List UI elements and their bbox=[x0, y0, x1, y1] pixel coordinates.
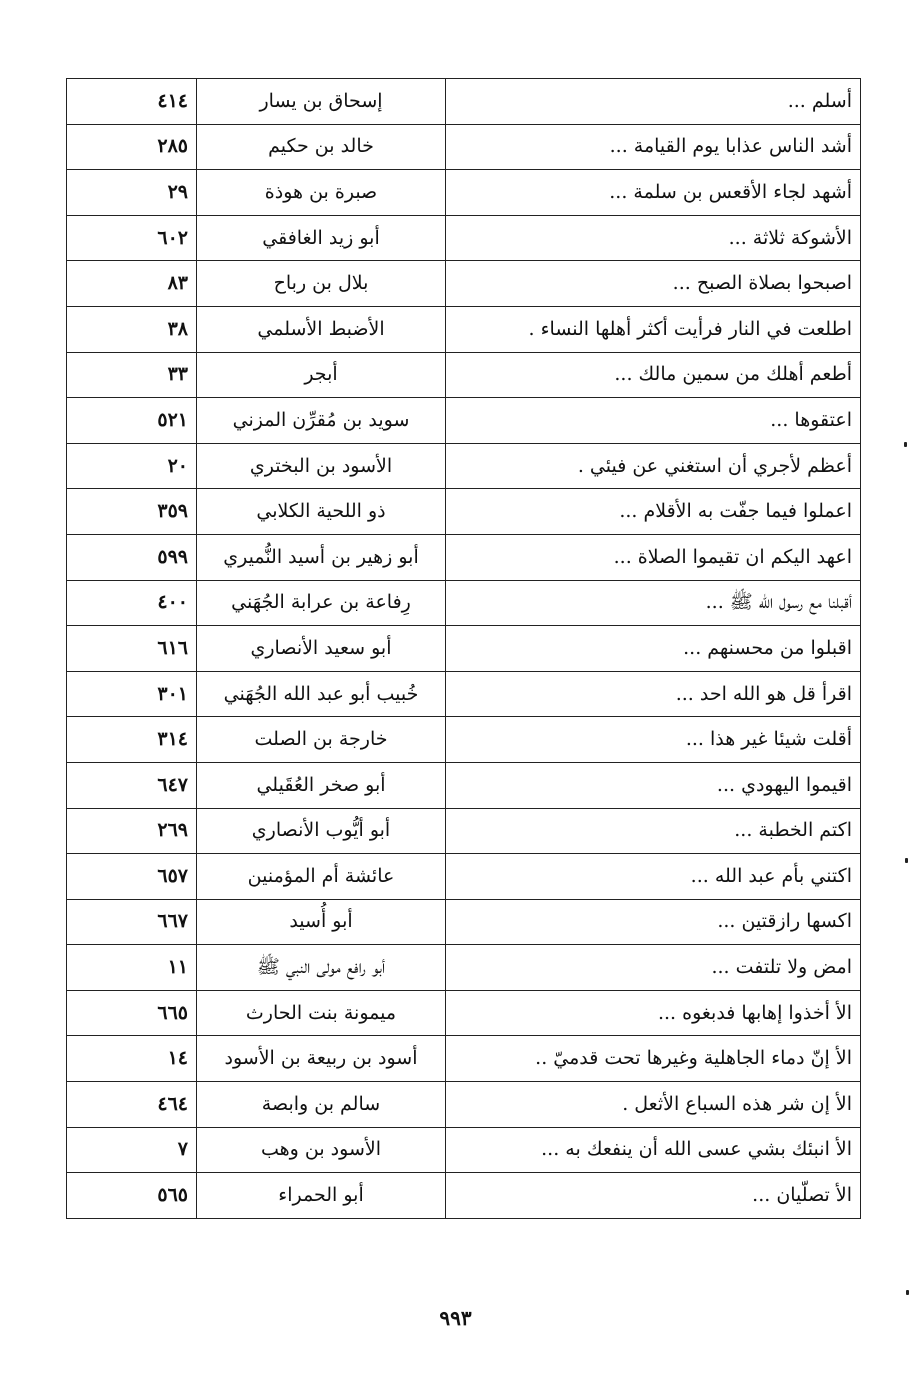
page-ref-cell: ٤٦٤ bbox=[67, 1082, 197, 1128]
narrator-cell: خالد بن حكيم bbox=[197, 124, 446, 170]
hadith-text-cell: اطلعت في النار فرأيت أكثر أهلها النساء . bbox=[446, 306, 861, 352]
page-ref-cell: ٨٣ bbox=[67, 261, 197, 307]
narrator-cell: بلال بن رباح bbox=[197, 261, 446, 307]
narrator-cell: أبو أُسيد bbox=[197, 899, 446, 945]
narrator-cell: الأضبط الأسلمي bbox=[197, 306, 446, 352]
table-row bbox=[67, 215, 861, 261]
table-row bbox=[67, 79, 861, 125]
scan-speck bbox=[905, 858, 908, 863]
page-ref-cell: ٤٠٠ bbox=[67, 580, 197, 626]
hadith-text-cell: أسلم ... bbox=[446, 79, 861, 125]
page-ref-cell: ٣١٤ bbox=[67, 717, 197, 763]
hadith-text-cell: الأ أخذوا إهابها فدبغوه ... bbox=[446, 990, 861, 1036]
table-row bbox=[67, 990, 861, 1036]
page-ref-cell: ٣٣ bbox=[67, 352, 197, 398]
hadith-text-cell: اقيموا اليهودي ... bbox=[446, 762, 861, 808]
hadith-text-cell: امض ولا تلتفت ... bbox=[446, 945, 861, 991]
table-body bbox=[67, 79, 861, 1219]
page-ref-cell: ٢٦٩ bbox=[67, 808, 197, 854]
narrator-cell: الأسود بن وهب bbox=[197, 1127, 446, 1173]
table-row bbox=[67, 945, 861, 991]
page-ref-cell: ٦٦٧ bbox=[67, 899, 197, 945]
hadith-text-cell: اقرأ قل هو الله احد ... bbox=[446, 671, 861, 717]
hadith-text-cell: اقبلوا من محسنهم ... bbox=[446, 626, 861, 672]
narrator-cell: أبو أيُّوب الأنصاري bbox=[197, 808, 446, 854]
table-row bbox=[67, 352, 861, 398]
hadith-text-cell: أشهد لجاء الأقعس بن سلمة ... bbox=[446, 170, 861, 216]
hadith-text-cell: اكتني بأم عبد الله ... bbox=[446, 854, 861, 900]
table-row bbox=[67, 398, 861, 444]
scan-speck bbox=[904, 442, 907, 447]
page-ref-cell: ٦٠٢ bbox=[67, 215, 197, 261]
page-ref-cell: ٦٦٥ bbox=[67, 990, 197, 1036]
table-row bbox=[67, 443, 861, 489]
hadith-text-cell: اعهد اليكم ان تقيموا الصلاة ... bbox=[446, 534, 861, 580]
table-row bbox=[67, 854, 861, 900]
narrator-cell: سويد بن مُقرِّن المزني bbox=[197, 398, 446, 444]
scan-speck bbox=[906, 1290, 909, 1295]
page-ref-cell: ٥٢١ bbox=[67, 398, 197, 444]
narrator-cell: أبو زهير بن أسيد النُّميري bbox=[197, 534, 446, 580]
table-row bbox=[67, 899, 861, 945]
page-ref-cell: ٢٠ bbox=[67, 443, 197, 489]
hadith-text-cell: أشد الناس عذابا يوم القيامة ... bbox=[446, 124, 861, 170]
hadith-text-cell: اعتقوها ... bbox=[446, 398, 861, 444]
table-row bbox=[67, 534, 861, 580]
hadith-text-cell: الأ إنّ دماء الجاهلية وغيرها تحت قدميّ .. bbox=[446, 1036, 861, 1082]
table-row bbox=[67, 626, 861, 672]
narrator-cell: صبرة بن هوذة bbox=[197, 170, 446, 216]
hadith-text-cell: الأ انبئك بشي عسى الله أن ينفعك به ... bbox=[446, 1127, 861, 1173]
narrator-cell: إسحاق بن يسار bbox=[197, 79, 446, 125]
narrator-cell: عائشة أم المؤمنين bbox=[197, 854, 446, 900]
hadith-text-cell: أطعم أهلك من سمين مالك ... bbox=[446, 352, 861, 398]
page-ref-cell: ١١ bbox=[67, 945, 197, 991]
hadith-text-cell: الأ تصلّيان ... bbox=[446, 1173, 861, 1219]
table-row bbox=[67, 489, 861, 535]
narrator-cell: خارجة بن الصلت bbox=[197, 717, 446, 763]
table-row bbox=[67, 1036, 861, 1082]
table-row bbox=[67, 1082, 861, 1128]
narrator-cell: سالم بن وابصة bbox=[197, 1082, 446, 1128]
table-row bbox=[67, 1173, 861, 1219]
page-ref-cell: ٢٨٥ bbox=[67, 124, 197, 170]
hadith-text-cell: أقلت شيئا غير هذا ... bbox=[446, 717, 861, 763]
narrator-cell: أبجر bbox=[197, 352, 446, 398]
hadith-text-cell: اصبحوا بصلاة الصبح ... bbox=[446, 261, 861, 307]
table-row bbox=[67, 124, 861, 170]
narrator-cell: أسود بن ربيعة بن الأسود bbox=[197, 1036, 446, 1082]
page-ref-cell: ٦١٦ bbox=[67, 626, 197, 672]
hadith-text-cell: أعظم لأجري أن استغني عن فيئي . bbox=[446, 443, 861, 489]
narrator-cell: أبو الحمراء bbox=[197, 1173, 446, 1219]
table-row bbox=[67, 580, 861, 626]
page-ref-cell: ٣٨ bbox=[67, 306, 197, 352]
narrator-cell: أبو رافع مولى النبي ﷺ bbox=[197, 945, 446, 991]
page-ref-cell: ٧ bbox=[67, 1127, 197, 1173]
table-row bbox=[67, 762, 861, 808]
page-ref-cell: ٤١٤ bbox=[67, 79, 197, 125]
hadith-text-cell: الأشوكة ثلاثة ... bbox=[446, 215, 861, 261]
page-ref-cell: ١٤ bbox=[67, 1036, 197, 1082]
page-ref-cell: ٣٥٩ bbox=[67, 489, 197, 535]
narrator-cell: ميمونة بنت الحارث bbox=[197, 990, 446, 1036]
narrator-cell: أبو سعيد الأنصاري bbox=[197, 626, 446, 672]
hadith-text-cell: أقبلنا مع رسول الله ﷺ ... bbox=[446, 580, 861, 626]
narrator-cell: رِفاعة بن عرابة الجُهَني bbox=[197, 580, 446, 626]
page-ref-cell: ٥٦٥ bbox=[67, 1173, 197, 1219]
page-ref-cell: ٥٩٩ bbox=[67, 534, 197, 580]
page-ref-cell: ٦٥٧ bbox=[67, 854, 197, 900]
table-row bbox=[67, 261, 861, 307]
page-ref-cell: ٢٩ bbox=[67, 170, 197, 216]
hadith-text-cell: اعملوا فيما جفّت به الأقلام ... bbox=[446, 489, 861, 535]
page-number: ٩٩٣ bbox=[439, 1306, 472, 1330]
table-row bbox=[67, 170, 861, 216]
hadith-text-cell: الأ إن شر هذه السباع الأثعل . bbox=[446, 1082, 861, 1128]
hadith-index-table bbox=[66, 78, 861, 1219]
page-ref-cell: ٦٤٧ bbox=[67, 762, 197, 808]
hadith-text-cell: اكسها رازقتين ... bbox=[446, 899, 861, 945]
narrator-cell: أبو زيد الغافقي bbox=[197, 215, 446, 261]
table-row bbox=[67, 306, 861, 352]
page-ref-cell: ٣٠١ bbox=[67, 671, 197, 717]
table-row bbox=[67, 671, 861, 717]
narrator-cell: خُبيب أبو عبد الله الجُهَني bbox=[197, 671, 446, 717]
narrator-cell: أبو صخر العُقَيلي bbox=[197, 762, 446, 808]
table-row bbox=[67, 1127, 861, 1173]
table-row bbox=[67, 717, 861, 763]
table-row bbox=[67, 808, 861, 854]
narrator-cell: ذو اللحية الكلابي bbox=[197, 489, 446, 535]
narrator-cell: الأسود بن البختري bbox=[197, 443, 446, 489]
hadith-text-cell: اكتم الخطبة ... bbox=[446, 808, 861, 854]
